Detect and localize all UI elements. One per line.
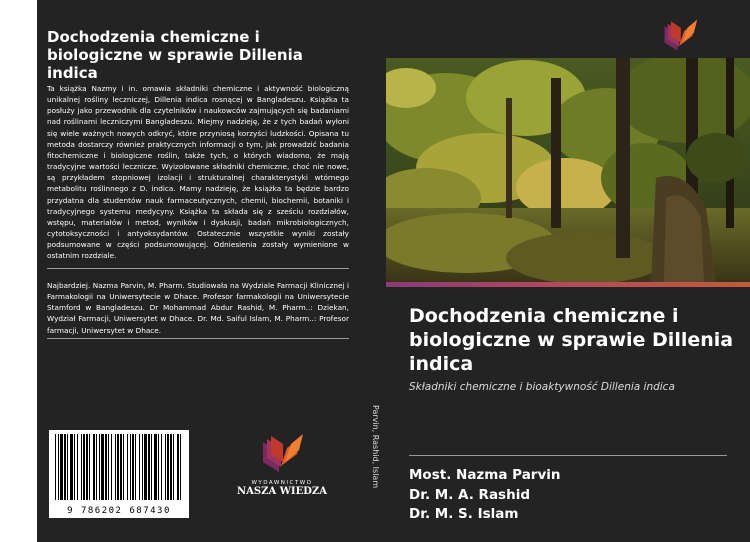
back-publisher-logo (227, 432, 337, 497)
spine-authors (371, 405, 380, 489)
back-cover (37, 0, 359, 542)
back-cover-title: Dochodzenia chemiczne i biologiczne w sprawie Dillenia indica (47, 28, 303, 82)
book-description: Ta książka Nazmy i in. omawia składniki chemiczne i aktywność biologiczną unikalnej rośliny leczniczej, Dillenia indica rosnącej w Bangladeszu. Książka ta posłuży jako przewodnik dla czytelników i naukowców zajmujących się badaniami nad roślinami leczniczymi Bangladeszu. Miejmy nadzieję, że z tych badań wyłoni się wiele ważnych nowych odkryć, które przyniosą korzyści ludzkości. Opisana tu metoda dostarczy również praktycznych informacji o tym, jak prowadzić badania fitochemiczne i biologiczne roślin, także tych, o których wiadomo, że mają tradycyjne wartości lecznicze. Wyizolowane składniki chemiczne, choć nie nowe, są przykładem stopniowej izolacji i strukturalnej charakterystyki wtórnego metabolitu roślinnego z D. indica. Mamy nadzieję, że książka ta będzie bardzo przydatna dla studentów nauk farmaceutycznych, chemii, biochemii, botaniki i tradycyjnego systemu medycyny. Książka ta składa się z sześciu rozdziałów, wstępu, materiałów i metod, wyników i dyskusji, badań mikrobiologicznych, cytotoksyczności i antyoksydantów. Ostatecznie wszystkie wyniki zostały podsumowane w części podsumowującej. Odniesienia zostały wymienione w ostatnim rozdziale. (47, 84, 349, 261)
barcode-bars (53, 434, 185, 502)
front-cover-subtitle: Składniki chemiczne i bioaktywność Dillenia indica (409, 381, 675, 393)
publisher-book-icon (659, 18, 701, 54)
forest-photo (386, 58, 750, 282)
back-divider-top (47, 268, 349, 269)
front-cover-title: Dochodzenia chemiczne i biologiczne w sprawie Dillenia indica (409, 305, 734, 375)
author-name: Dr. M. A. Rashid (409, 486, 530, 503)
front-authors (409, 466, 561, 525)
spine-authors-line: Parvin, Rashid, Islam (371, 405, 380, 489)
back-divider-bottom (47, 338, 349, 339)
forest-image (386, 58, 750, 282)
front-divider (409, 455, 727, 456)
author-name: Dr. M. S. Islam (409, 506, 519, 522)
publisher-label: WYDAWNICTWO (251, 480, 313, 486)
author-name: Most. Nazma Parvin (409, 467, 561, 483)
accent-stripe (386, 282, 750, 287)
isbn-number: 9 786202 687430 (67, 506, 171, 516)
publisher-book-icon (257, 432, 307, 476)
front-cover (386, 0, 750, 542)
publisher-name: NASZA WIEDZA (237, 486, 327, 497)
book-spine (359, 0, 386, 542)
author-biography: Najbardziej. Nazma Parvin, M. Pharm. Studiowała na Wydziale Farmacji Klinicznej i Farmakologii na Uniwersytecie w Dhace. Profesor farmakologii na Uniwersytecie Stamford w Bangladeszu. Dr Mohammad Abdur Rashid, M. Pharm..: Dziekan, Wydział Farmacji, Uniwersytet w Dhace. Dr. Md. Saiful Islam, M. Pharm..: Profesor farmacji, Uniwersytet w Dhace. (47, 281, 349, 335)
isbn-barcode (49, 430, 189, 518)
